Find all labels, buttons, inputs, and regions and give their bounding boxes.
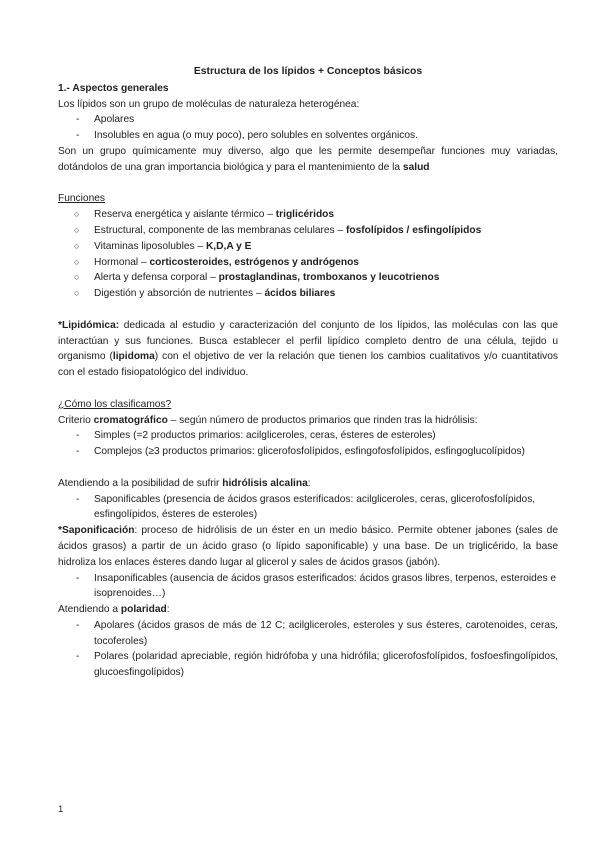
list-item: - Polares (polaridad apreciable, región hidrófoba y una hidrófila; glicerofosfolípidos, fosfoesfingolípidos, glucoesfingolípidos) — [58, 649, 558, 681]
list-item: - Insaponificables (ausencia de ácidos grasos esterificados: ácidos grasos libres, terpenos, esteroides e isoprenoides…) — [58, 571, 558, 603]
bold-term: hidrólisis alcalina — [222, 477, 308, 489]
criterio-text: Criterio cromatográfico – según número de productos primarios que rinden tras la hidrólisis: — [58, 414, 478, 426]
bold-term: polaridad — [120, 604, 167, 616]
list-item: - Apolares (ácidos grasos de más de 12 C; acilgliceroles, esteroles y sus ésteres, carotenoides, ceras, tocoferoles) — [58, 618, 558, 650]
list-item: ○ Reserva energética y aislante térmico – triglicéridos — [58, 207, 558, 223]
bold-term: cromatográfico — [93, 414, 168, 426]
list-item: - Simples (=2 productos primarios: acilgliceroles, ceras, ésteres de esteroles) — [58, 428, 558, 444]
section-heading-clasificacion: ¿Cómo los clasificamos? — [58, 398, 172, 410]
list-item: ○ Estructural, componente de las membranas celulares – fosfolípidos / esfingolípidos — [58, 223, 558, 239]
insaponificables-list — [58, 571, 558, 603]
saponificables-list — [58, 492, 558, 524]
bold-term: *Lipidómica: — [58, 319, 120, 331]
list-item: - Complejos (≥3 productos primarios: glicerofosfolípidos, esfingofosfolípidos, esfingoglucolípidos) — [58, 444, 558, 460]
list-item: ○ Digestión y absorción de nutrientes – ácidos biliares — [58, 286, 558, 302]
bold-term: salud — [402, 161, 430, 173]
lipidomica-paragraph: *Lipidómica: dedicada al estudio y caracterización del conjunto de los lípidos, las moléculas con las que interactúan y sus funciones. Busca establecer el perfil lipídico completo dentro de una célula, tejido u organismo (lipidoma) con el objetivo de ver la relación que tienen los cambios cualitativos y/o cuantitativos con el estado fisiopatológico del individuo. — [58, 319, 558, 379]
list-item: ○ Alerta y defensa corporal – prostaglandinas, tromboxanos y leucotrienos — [58, 270, 558, 286]
properties-list — [58, 112, 558, 144]
saponificacion-paragraph: *Saponificación: proceso de hidrólisis de un éster en un medio básico. Permite obtener jabones (sales de ácidos grasos) a partir de un ácido graso (o lípido saponificable) y una base. De un triglicérido, la base hidroliza los enlaces ésteres dando lugar al glicerol y sales de ácidos grasos (jabón). — [58, 525, 558, 568]
paragraph-text: Son un grupo químicamente muy diverso, algo que les permite desempeñar funciones muy variadas, dotándolos de una gran importancia biológica y para el mantenimiento de la — [58, 145, 558, 173]
intro-text: Los lípidos son un grupo de moléculas de naturaleza heterogénea: — [58, 98, 360, 110]
diversity-paragraph — [58, 144, 558, 176]
page-number: 1 — [58, 804, 64, 815]
hidrolisis-text: Atendiendo a la posibilidad de sufrir hidrólisis alcalina: — [58, 477, 311, 489]
list-item: - Apolares — [58, 112, 558, 128]
list-item: - Saponificables (presencia de ácidos grasos esterificados: acilgliceroles, ceras, glicerofosfolípidos, esfingolípidos, ésteres de esteroles) — [58, 492, 558, 524]
polaridad-list — [58, 618, 558, 681]
section-heading-aspectos: 1.- Aspectos generales — [58, 82, 169, 94]
list-item: ○ Hormonal – corticosteroides, estrógenos y andrógenos — [58, 255, 558, 271]
bold-term: lipidoma — [112, 351, 155, 363]
bold-term: *Saponificación — [58, 525, 135, 537]
list-item: - Insolubles en agua (o muy poco), pero solubles en solventes orgánicos. — [58, 128, 558, 144]
criterio-list — [58, 428, 558, 460]
document-body — [58, 64, 558, 681]
document-title: Estructura de los lípidos + Conceptos básicos — [193, 66, 423, 77]
list-item: ○ Vitaminas liposolubles – K,D,A y E — [58, 239, 558, 255]
section-heading-funciones: Funciones — [58, 193, 106, 205]
polaridad-text: Atendiendo a polaridad: — [58, 604, 170, 616]
funciones-list — [58, 207, 558, 302]
